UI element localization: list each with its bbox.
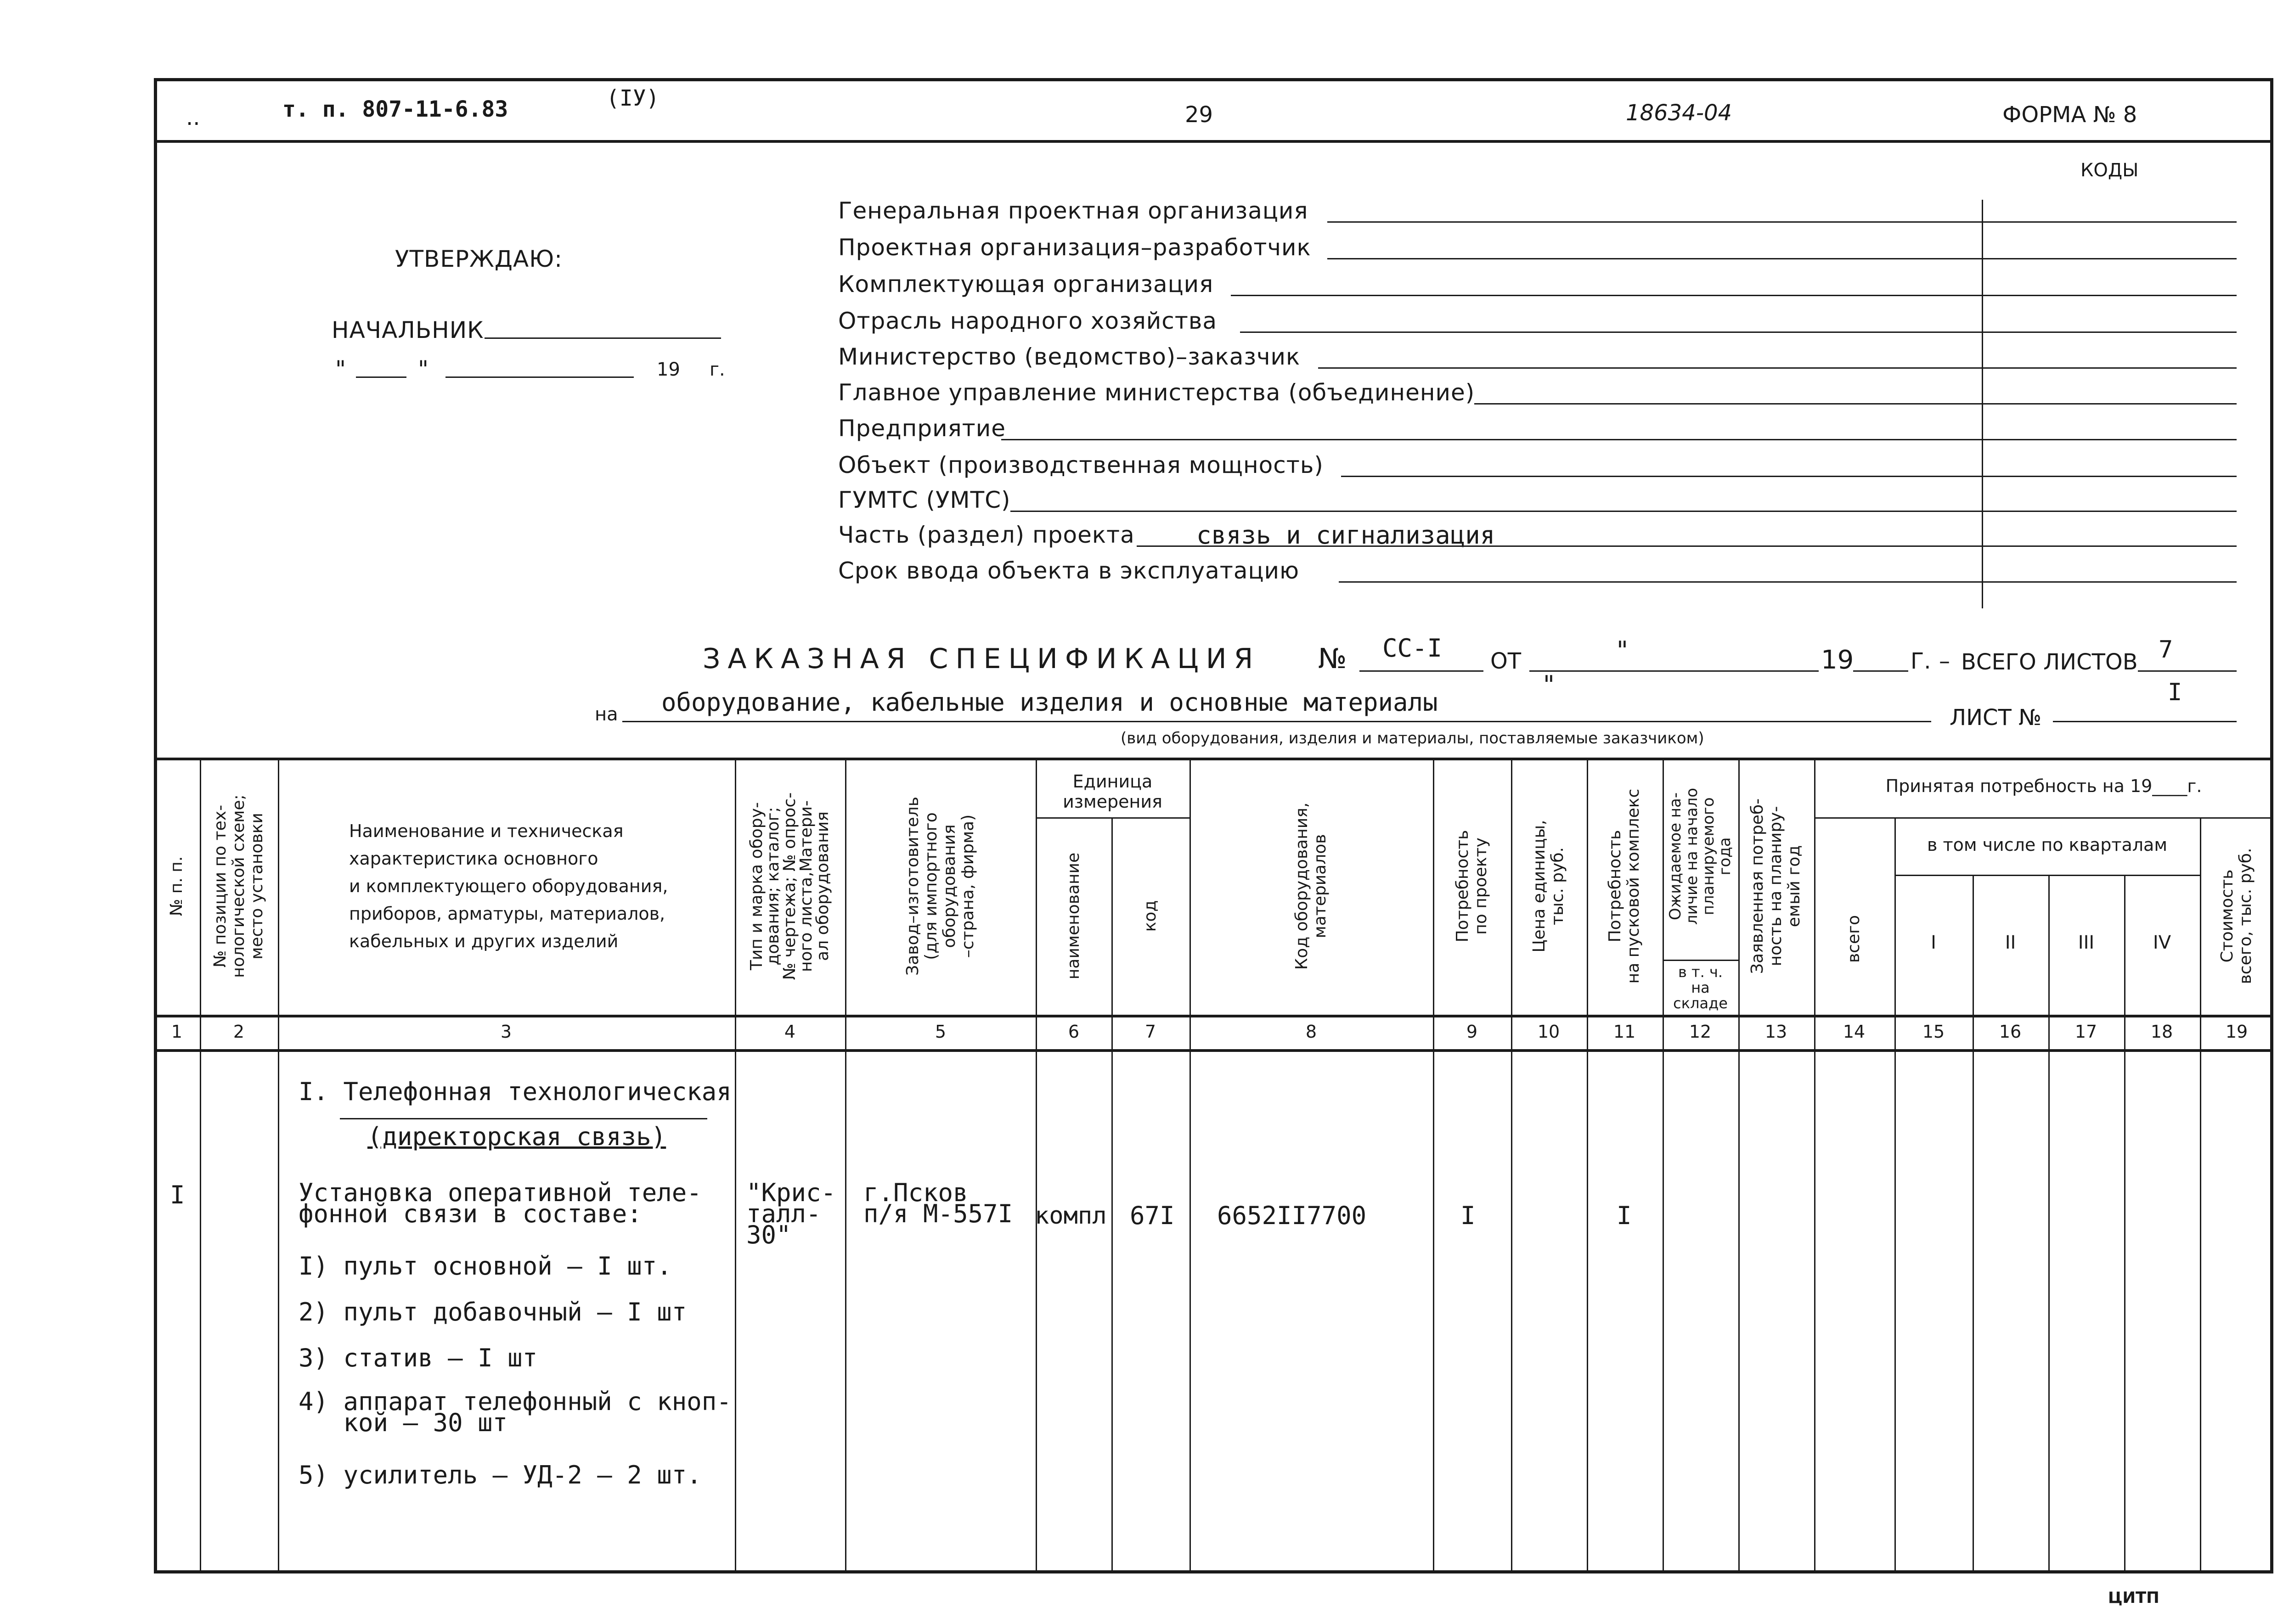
column-number: 14 (1843, 1022, 1866, 1042)
spec-sheets-value: 7 (2159, 636, 2173, 663)
manufacturer: г.Псков п/я М-557I (863, 1178, 1013, 1228)
column-number: 13 (1764, 1022, 1787, 1042)
col-divider-5 (1036, 758, 1037, 1573)
unit-group-header: Единица измерения (1063, 771, 1162, 812)
spec-na-label: на (595, 704, 618, 725)
col-header-13: Заявленная потреб- ность на планиру- емый год (1748, 798, 1804, 974)
col-divider-6 (1111, 817, 1113, 1573)
approval-year-suffix: г. (710, 359, 725, 380)
column-number: 11 (1613, 1022, 1636, 1042)
spec-sheet-label: ЛИСТ № (1950, 705, 2042, 731)
spec-date-line (1529, 670, 1819, 672)
column-number: 3 (500, 1022, 512, 1042)
field-line-main-department (1474, 403, 2237, 405)
col-header-16: II (2005, 932, 2016, 953)
component-item: 4) аппарат телефонный с кноп- кой – 30 шт (299, 1387, 732, 1437)
spec-dash: – (1939, 648, 1950, 674)
spec-sheet-line (2053, 721, 2237, 722)
field-line-ministry (1318, 367, 2237, 369)
component-item: 5) усилитель – УД-2 – 2 шт. (299, 1461, 702, 1489)
col-header-12: Ожидаемое на- личие на начало планируемого года (1666, 787, 1734, 925)
col-header-5: Завод–изготовитель (для импортного оборудования –страна, фирма) (903, 797, 977, 976)
spec-title: ЗАКАЗНАЯ СПЕЦИФИКАЦИЯ (703, 643, 1261, 675)
date-day-line (356, 376, 406, 378)
col-divider-13 (1814, 758, 1815, 1573)
item-name: Установка оперативной теле- фонной связи в составе: (299, 1178, 702, 1228)
project-part-value: связь и сигнализация (1196, 521, 1495, 550)
column-number: 2 (233, 1022, 245, 1042)
col-header-1: № п. п. (167, 856, 186, 916)
spec-subject-note: (вид оборудования, изделия и материалы, поставляемые заказчиком) (1121, 729, 1704, 747)
column-number: 6 (1068, 1022, 1080, 1042)
approval-year: 19 (657, 359, 680, 380)
col-header-19: Стоимость всего, тыс. руб. (2218, 848, 2255, 984)
chief-signature-line (485, 337, 721, 339)
col-divider-18 (2200, 817, 2201, 1573)
col-divider-7 (1189, 758, 1191, 1573)
unit-name: компл (1035, 1202, 1107, 1230)
section-title: I. Телефонная технологическая (299, 1077, 732, 1106)
header-dots: .. (186, 105, 200, 130)
column-number: 7 (1144, 1022, 1156, 1042)
spec-sheet-value: I (2168, 679, 2182, 706)
column-number: 19 (2225, 1022, 2248, 1042)
col-header-8: Код оборудования, материалов (1292, 802, 1330, 970)
field-label-enterprise: Предприятие (838, 415, 1010, 442)
page-number: 29 (1185, 102, 1213, 128)
col-header-10: Цена единицы, тыс. руб. (1530, 820, 1567, 953)
field-label-industry: Отрасль народного хозяйства (838, 308, 1222, 334)
column-number: 1 (171, 1022, 183, 1042)
col-divider-10 (1587, 758, 1588, 1573)
chief-label: НАЧАЛЬНИК (332, 317, 484, 343)
header-divider (154, 140, 2273, 143)
col-divider-8 (1433, 758, 1434, 1573)
equipment-type: "Крис- талл- 30" (746, 1178, 836, 1249)
field-line-design-org (1327, 258, 2237, 259)
field-label-gumts: ГУМТС (УМТС) (838, 487, 1015, 513)
field-label-general-org: Генеральная проектная организация (838, 197, 1313, 224)
unit-group-line (1036, 817, 1189, 819)
field-line-complete-org (1231, 295, 2237, 296)
codes-column-divider (1982, 200, 1983, 608)
quarters-group-line (1894, 875, 2200, 876)
field-label-commissioning: Срок ввода объекта в эксплуатацию (838, 557, 1304, 584)
col-header-11: Потребность на пусковой комплекс (1606, 788, 1643, 984)
field-label-design-org: Проектная организация–разработчик (838, 234, 1316, 261)
table-top-line (154, 758, 2273, 760)
spec-sheets-label: ВСЕГО ЛИСТОВ (1961, 649, 2138, 675)
accepted-group-line (1814, 817, 2273, 819)
accepted-group-header: Принятая потребность на 19____г. (1885, 776, 2202, 796)
col-divider-16 (2048, 875, 2050, 1573)
spec-year-line (1853, 670, 1908, 672)
field-line-industry (1240, 332, 2237, 333)
spec-date-quote-2: " (1543, 670, 1555, 699)
col-header-4: Тип и марка обору- дования; каталог; № чертежа; № опрос- ного листа,Матери- ал оборудования (747, 792, 832, 980)
section-title-underline (340, 1118, 707, 1119)
spec-no-label: № (1318, 643, 1347, 675)
field-label-object: Объект (производственная мощность) (838, 452, 1328, 478)
col-divider-4 (845, 758, 846, 1573)
col-header-9: Потребность по проекту (1453, 830, 1490, 943)
col-divider-15 (1973, 875, 1974, 1573)
date-quote-open: " (335, 356, 346, 382)
row-number: I (170, 1180, 185, 1209)
field-line-project-part (1137, 545, 2237, 547)
field-line-enterprise (1001, 439, 2237, 440)
component-item: 3) статив – I шт (299, 1343, 538, 1372)
col-header-14: всего (1844, 915, 1863, 963)
stock-sub-line (1663, 960, 1738, 961)
column-number: 10 (1537, 1022, 1560, 1042)
col-header-12b: в т. ч. на складе (1673, 963, 1728, 1012)
unit-code: 67I (1130, 1201, 1175, 1230)
col-header-6: наименование (1064, 852, 1083, 980)
column-number: 9 (1466, 1022, 1478, 1042)
approve-label: УТВЕРЖДАЮ: (395, 246, 563, 272)
column-numbers-bottom-line (154, 1049, 2273, 1052)
col-header-15: I (1931, 932, 1936, 953)
date-month-line (445, 376, 634, 378)
component-item: I) пульт основной – I шт. (299, 1252, 672, 1281)
form-number: ФОРМА № 8 (2002, 102, 2137, 128)
field-line-object (1341, 476, 2237, 477)
column-number: 5 (935, 1022, 947, 1042)
publisher-mark: ЦИТП (2108, 1589, 2159, 1607)
spec-no-value: СС-I (1382, 634, 1443, 663)
spec-subject: оборудование, кабельные изделия и основные материалы (661, 688, 1438, 717)
component-item: 2) пульт добавочный – I шт (299, 1298, 687, 1326)
col-header-18: IV (2153, 932, 2171, 953)
field-label-complete-org: Комплектующая организация (838, 271, 1218, 298)
header-bottom-line (154, 1015, 2273, 1017)
column-number: 8 (1305, 1022, 1317, 1042)
equipment-code: 6652II7700 (1217, 1201, 1367, 1230)
document-number: 18634-04 (1626, 100, 1732, 126)
col-divider-12 (1738, 758, 1740, 1573)
spec-sheets-line (2138, 670, 2237, 672)
field-line-commissioning (1339, 581, 2237, 583)
column-number: 17 (2074, 1022, 2097, 1042)
col-header-7: код (1141, 900, 1160, 932)
col-divider-3 (735, 758, 736, 1573)
column-number: 15 (1922, 1022, 1945, 1042)
spec-year: 19 (1821, 645, 1854, 675)
col-divider-17 (2124, 875, 2125, 1573)
field-line-gumts (1010, 511, 2237, 512)
field-label-main-department: Главное управление министерства (объединение) (838, 379, 1479, 406)
date-quote-close: " (418, 356, 429, 382)
project-need: I (1460, 1201, 1476, 1230)
codes-label: КОДЫ (2080, 160, 2139, 181)
spec-date-quote: " (1617, 636, 1628, 665)
column-number: 16 (1999, 1022, 2022, 1042)
col-divider-2 (278, 758, 279, 1573)
spec-year-suffix: Г. (1911, 648, 1931, 674)
col-header-3: Наименование и техническая характеристика основного и комплектующего оборудования, приборов, арматуры, материалов, кабельных и других изделий (349, 821, 668, 951)
section-subtitle: (директорская связь) (367, 1122, 666, 1151)
col-header-17: III (2078, 932, 2095, 953)
column-number: 4 (784, 1022, 796, 1042)
field-label-project-part: Часть (раздел) проекта (838, 522, 1139, 548)
spec-subject-line (622, 721, 1931, 722)
quarters-group-header: в том числе по кварталам (1927, 835, 2167, 855)
field-line-general-org (1327, 221, 2237, 223)
volume-number: (IУ) (606, 85, 660, 111)
col-divider-1 (200, 758, 201, 1573)
column-number: 12 (1689, 1022, 1712, 1042)
project-number: т. п. 807-11-6.83 (282, 96, 508, 122)
col-divider-9 (1511, 758, 1512, 1573)
spec-no-line (1359, 670, 1483, 672)
field-label-ministry: Министерство (ведомство)–заказчик (838, 343, 1305, 370)
column-number: 18 (2150, 1022, 2173, 1042)
col-header-2: № позиции по тех- нологической схеме; место установки (211, 794, 266, 978)
spec-from: ОТ (1490, 648, 1522, 674)
col-divider-14 (1894, 817, 1896, 1573)
start-complex-need: I (1617, 1201, 1632, 1230)
col-divider-11 (1663, 758, 1664, 1573)
